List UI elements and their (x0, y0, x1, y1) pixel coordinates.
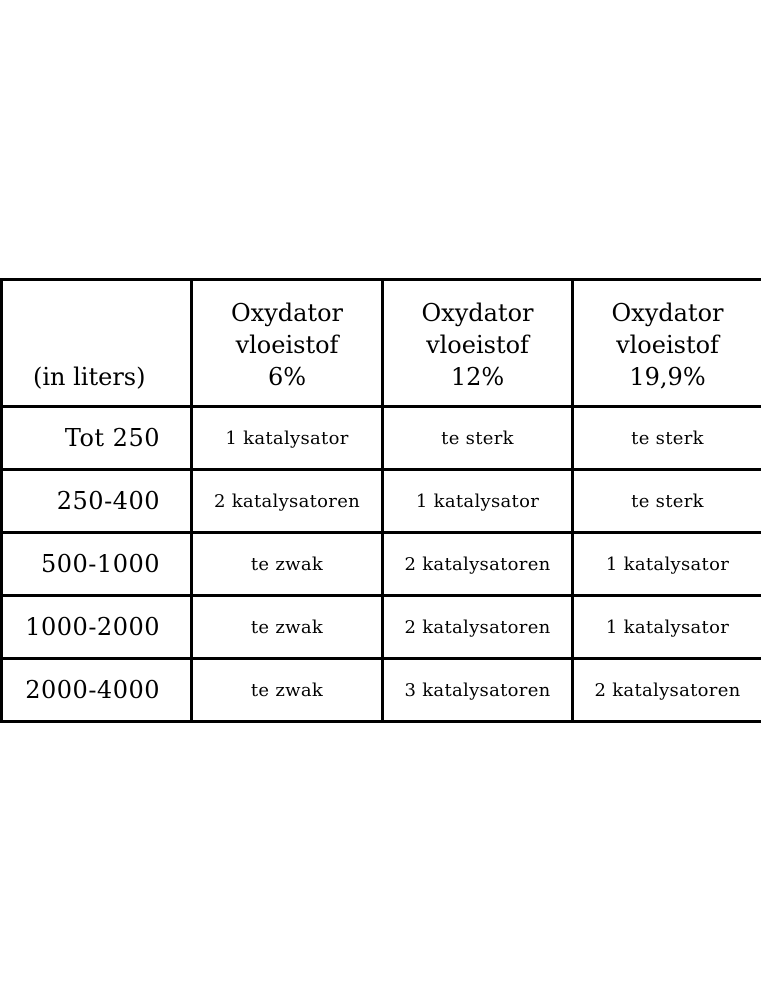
table-row (2, 407, 761, 470)
value-cell: 2 katalysatoren (383, 596, 573, 659)
volume-cell: 250-400 (2, 470, 192, 533)
value-cell: te zwak (192, 596, 383, 659)
value-cell: te zwak (192, 659, 383, 722)
volume-cell: 2000-4000 (2, 659, 192, 722)
header-line-1: Oxydator (230, 299, 343, 327)
column-header-12pct (383, 280, 573, 407)
header-line-1: Oxydator (611, 299, 724, 327)
column-header-6pct (192, 280, 383, 407)
table-row (2, 659, 761, 722)
volume-cell: 1000-2000 (2, 596, 192, 659)
table-row (2, 596, 761, 659)
volume-cell: Tot 250 (2, 407, 192, 470)
catalyst-table (0, 278, 761, 723)
header-line-3: 6% (267, 363, 307, 391)
value-cell: 1 katalysator (573, 596, 761, 659)
value-cell: 3 katalysatoren (383, 659, 573, 722)
volume-unit-header (2, 280, 192, 407)
table-row (2, 470, 761, 533)
header-row (2, 280, 761, 407)
value-cell: 2 katalysatoren (573, 659, 761, 722)
value-cell: te sterk (573, 470, 761, 533)
value-cell: 1 katalysator (573, 533, 761, 596)
value-cell: 1 katalysator (192, 407, 383, 470)
header-line-2: vloeistof (616, 331, 719, 359)
value-cell: te sterk (383, 407, 573, 470)
value-cell: te sterk (573, 407, 761, 470)
column-header-19-9pct (573, 280, 761, 407)
header-line-1: Oxydator (421, 299, 534, 327)
value-cell: 1 katalysator (383, 470, 573, 533)
catalyst-table-container (0, 278, 761, 721)
value-cell: te zwak (192, 533, 383, 596)
header-line-3: 19,9% (629, 363, 706, 391)
value-cell: 2 katalysatoren (383, 533, 573, 596)
value-cell: 2 katalysatoren (192, 470, 383, 533)
header-line-2: vloeistof (426, 331, 529, 359)
table-row (2, 533, 761, 596)
header-line-2: vloeistof (235, 331, 339, 359)
volume-unit-label: (in liters) (33, 363, 146, 391)
volume-cell: 500-1000 (2, 533, 192, 596)
header-line-3: 12% (450, 363, 505, 391)
